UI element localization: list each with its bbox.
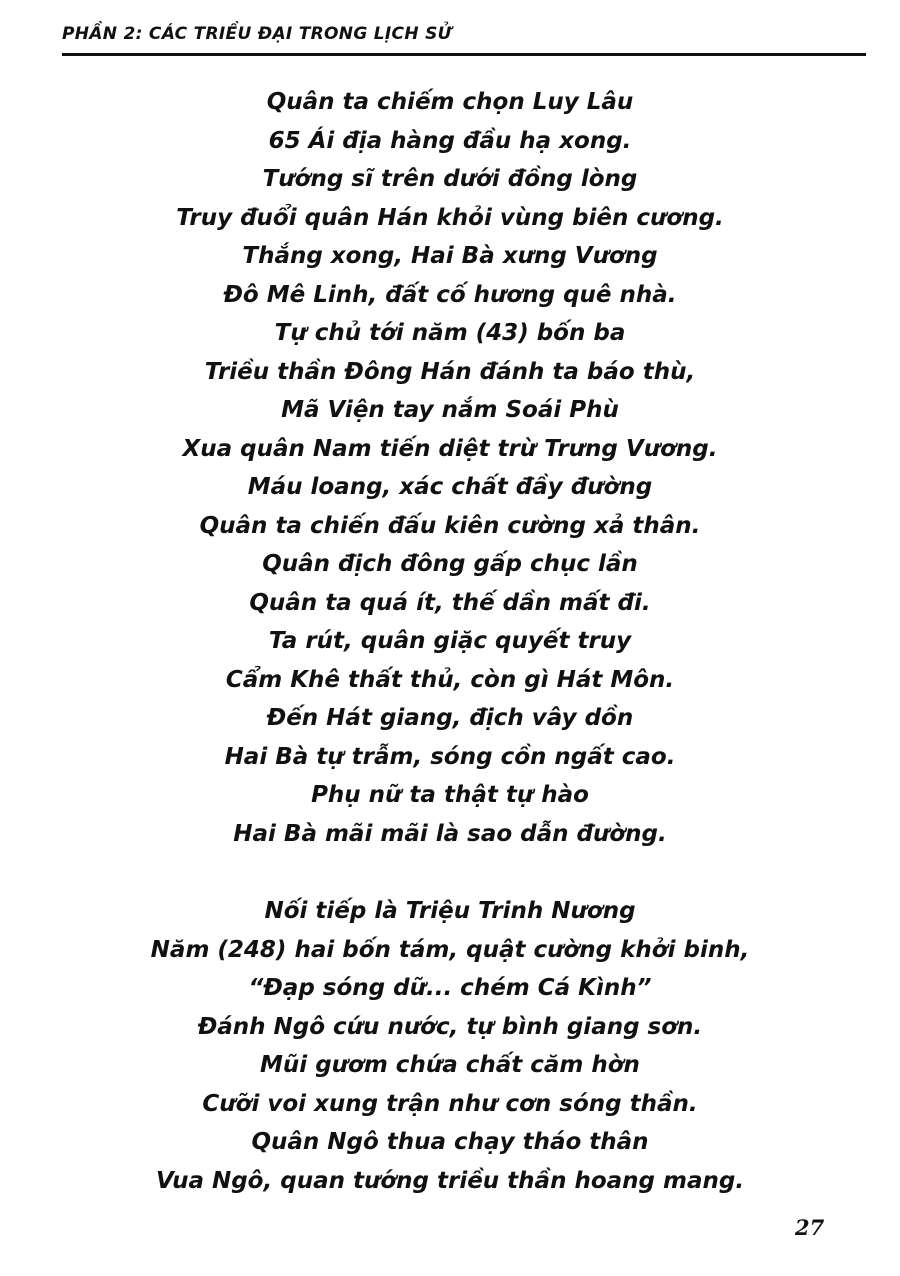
poem-line: Đánh Ngô cứu nước, tự bình giang sơn. xyxy=(197,1013,703,1040)
poem-line: Năm (248) hai bốn tám, quật cường khởi binh, xyxy=(150,936,750,963)
poem-line: Truy đuổi quân Hán khỏi vùng biên cương. xyxy=(176,204,724,231)
poem-line: Nối tiếp là Triệu Trinh Nương xyxy=(264,898,636,924)
poem-line: Quân ta chiếm chọn Luy Lâu xyxy=(266,89,634,115)
poem-line: Phụ nữ ta thật tự hào xyxy=(311,782,589,808)
poem-line: Quân địch đông gấp chục lần xyxy=(262,551,638,577)
poem-line: Đô Mê Linh, đất cố hương quê nhà. xyxy=(223,281,677,308)
poem-line: “Đạp sóng dữ... chém Cá Kình” xyxy=(248,975,652,1001)
poem-stanza-2 xyxy=(0,892,900,1200)
poem-line: Máu loang, xác chất đầy đường xyxy=(247,474,653,500)
poem-line: Ta rút, quân giặc quyết truy xyxy=(268,628,632,654)
poem-line: Đến Hát giang, địch vây dồn xyxy=(266,705,634,731)
poem-line: Tự chủ tới năm (43) bốn ba xyxy=(274,320,626,346)
poem-line: Xua quân Nam tiến diệt trừ Trưng Vương. xyxy=(182,435,718,462)
header-divider xyxy=(62,53,866,56)
page-number: 27 xyxy=(795,1215,825,1240)
poem-line: 65 Ái địa hàng đầu hạ xong. xyxy=(268,127,632,154)
poem-line: Quân ta chiến đấu kiên cường xả thân. xyxy=(199,512,701,539)
poem-line: Triều thần Đông Hán đánh ta báo thù, xyxy=(204,358,696,385)
poem-line: Mã Viện tay nắm Soái Phù xyxy=(281,397,619,423)
poem-stanza-1 xyxy=(0,83,900,853)
poem-line: Hai Bà mãi mãi là sao dẫn đường. xyxy=(233,820,667,847)
poem-line: Thắng xong, Hai Bà xưng Vương xyxy=(242,243,658,269)
poem-line: Mũi gươm chứa chất căm hờn xyxy=(260,1052,640,1078)
running-head-title: PHẦN 2: CÁC TRIỀU ĐẠI TRONG LỊCH SỬ xyxy=(62,24,452,44)
poem-line: Quân Ngô thua chạy tháo thân xyxy=(251,1129,649,1155)
poem-line: Quân ta quá ít, thế dần mất đi. xyxy=(249,589,651,616)
poem-line: Hai Bà tự trẫm, sóng cồn ngất cao. xyxy=(224,743,676,770)
poem-line: Vua Ngô, quan tướng triều thần hoang mang. xyxy=(155,1167,745,1194)
poem-line: Tướng sĩ trên dưới đồng lòng xyxy=(262,166,638,192)
poem-line: Cẩm Khê thất thủ, còn gì Hát Môn. xyxy=(225,666,675,693)
poem-line: Cưỡi voi xung trận như cơn sóng thần. xyxy=(202,1090,698,1117)
